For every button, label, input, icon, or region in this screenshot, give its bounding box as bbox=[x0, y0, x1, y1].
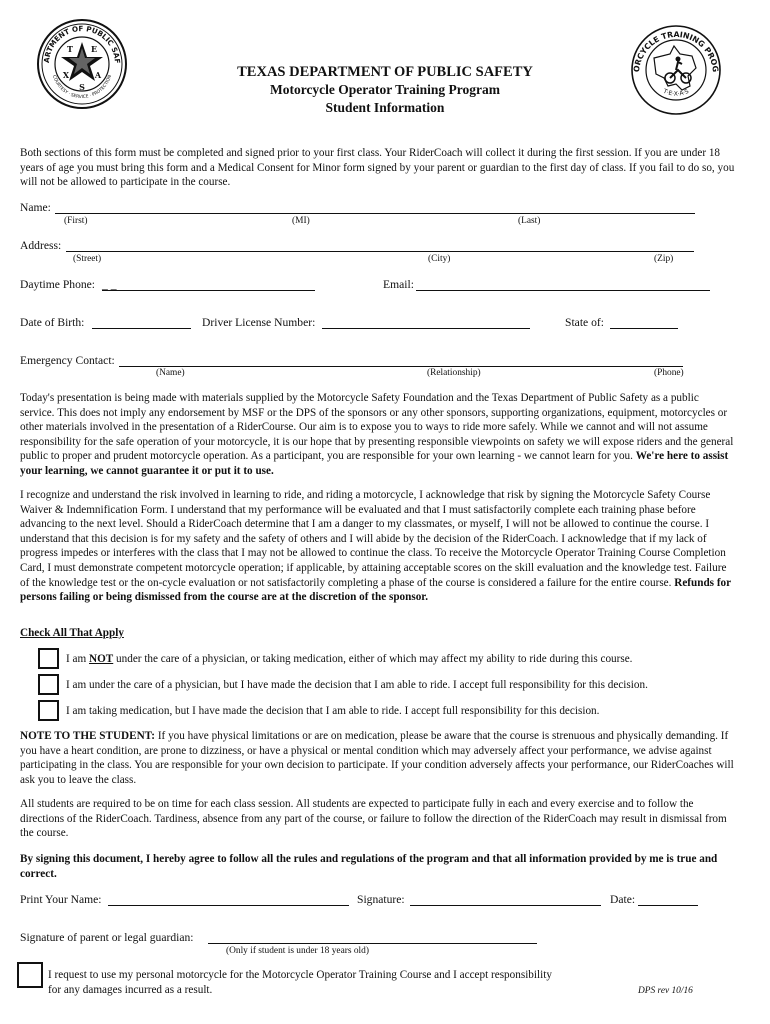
dob-field[interactable] bbox=[92, 328, 191, 329]
agency-title: TEXAS DEPARTMENT OF PUBLIC SAFETY bbox=[237, 64, 533, 80]
dob-label: Date of Birth: bbox=[20, 316, 85, 329]
emergency-contact-label: Emergency Contact: bbox=[20, 354, 115, 367]
print-name-field[interactable] bbox=[108, 905, 349, 906]
intro-paragraph: Both sections of this form must be completed and signed prior to your first class. Your RiderCoach will collect it during the first session. If you are under 18 years of age you must bring this form and a Medical Consent for Minor form signed by your parent or guardian to the first day of class. If you fail to do so, you will not be allowed to participate in the course. bbox=[20, 147, 735, 189]
risk-acknowledgement-paragraph: I recognize and understand the risk involved in learning to ride, and riding a motorcycle, I acknowledge that risk by signing the Motorcycle Safety Course Waiver & Indemnification Form. I understand that my performance will be evaluated and that I must satisfactorily complete each training phase before advancing to the next level. Should a RiderCoach determine that I am a danger to my classmates, or myself, I will not be allowed to continue the course. I understand that this decision is for my safety and the safety of others and I will abide by the decision of the RiderCoach. I acknowledge that if my lack of progress impedes or interferes with the class that I may not be allowed to continue the class. To receive the Motorcycle Operator Training Course Completion Card, I must demonstrate competent motorcycle operation; if applicable, by attaining acceptable scores on the skill evaluation and the knowledge test. Failure of the knowledge test or the on-cycle evaluation or not satisfactorily completing a phase of the course is considered a failure for the entire course. Refunds for persons failing or being dismissed from the course are at the discretion of the sponsor. bbox=[20, 489, 731, 604]
attendance-paragraph: All students are required to be on time for each class session. All students are expected to participate fully in each and every exercise and to follow the directions of the RiderCoach. Tardiness, absence from any part of the course, or failure to follow the direction of the RiderCoach may result in dismissal from the course. bbox=[20, 798, 727, 840]
program-title: Motorcycle Operator Training Program bbox=[269, 82, 501, 97]
guardian-note: (Only if student is under 18 years old) bbox=[226, 946, 369, 956]
under-care-checkbox[interactable] bbox=[38, 674, 59, 695]
svg-text:MOTORCYCLE TRAINING PROGRAM: ORCYCLE TRAINING PROG bbox=[631, 29, 721, 73]
emergency-phone-sublabel: (Phone) bbox=[654, 368, 684, 378]
svg-text:X: X bbox=[62, 70, 70, 80]
address-label: Address: bbox=[20, 239, 62, 252]
license-field[interactable] bbox=[322, 328, 530, 329]
license-label: Driver License Number: bbox=[202, 316, 316, 329]
svg-text:E: E bbox=[90, 44, 98, 54]
city-sublabel: (City) bbox=[428, 254, 451, 264]
daytime-phone-field[interactable] bbox=[102, 290, 315, 291]
agreement-paragraph: By signing this document, I hereby agree to follow all the rules and regulations of the program and that all information provided by me is true and correct. bbox=[20, 853, 718, 880]
presentation-paragraph: Today's presentation is being made with materials supplied by the Motorcycle Safety Foundation and the Texas Department of Public Safety as a public service. This does not imply any endorsement by MSF or the DPS of the sponsors or any other sponsors, supporting organizations, equipment, motorcycles or other materials involved in the presentation of a RiderCourse. Our aim is to expose you to ways to ride more safely. While we cannot and will not assume responsibility for the safe operation of your motorcycle, it is our hope that by presenting responsible viewpoints on safety we will expose riders and the general public to proper and prudent motorcycle operation. As a participant, you are responsible for your own learning - we cannot learn for you. We're here to assist your learning, we cannot guarantee it or put it to use. bbox=[20, 392, 734, 477]
state-field[interactable] bbox=[610, 328, 678, 329]
date-field[interactable] bbox=[638, 905, 698, 906]
guardian-signature-field[interactable] bbox=[208, 943, 537, 944]
svg-text:T·E·X·A·S: T·E·X·A·S bbox=[662, 87, 690, 98]
note-to-student-paragraph: NOTE TO THE STUDENT: If you have physical limitations or are on medication, please be aware that the course is strenuous and physically demanding. If you have a heart condition, are prone to dizziness, or have a physical or mental condition which may adversely affect your performance, we advise against participating in the class. You are responsible for your own decision to participate. If your condition adversely affects your performance, our RiderCoaches will ask you to leave the class. bbox=[20, 730, 734, 786]
state-label: State of: bbox=[565, 316, 604, 329]
emergency-contact-field[interactable] bbox=[119, 366, 683, 367]
name-field[interactable] bbox=[55, 213, 695, 214]
form-title: Student Information bbox=[325, 100, 445, 115]
taking-medication-text: I am taking medication, but I have made the decision that I am able to ride. I accept full responsibility for this decision. bbox=[66, 705, 600, 717]
not-under-care-checkbox[interactable] bbox=[38, 648, 59, 669]
guardian-signature-label: Signature of parent or legal guardian: bbox=[20, 931, 194, 944]
personal-motorcycle-checkbox[interactable] bbox=[17, 962, 43, 988]
not-under-care-text: I am NOT under the care of a physician, or taking medication, either of which may affect my ability to ride during this course. bbox=[66, 653, 633, 665]
under-care-text: I am under the care of a physician, but I have made the decision that I am able to ride. I accept full responsibility for this decision. bbox=[66, 679, 648, 691]
svg-text:T: T bbox=[67, 44, 73, 54]
last-sublabel: (Last) bbox=[518, 216, 541, 226]
taking-medication-checkbox[interactable] bbox=[38, 700, 59, 721]
zip-sublabel: (Zip) bbox=[654, 254, 674, 264]
print-name-label: Print Your Name: bbox=[20, 893, 102, 906]
daytime-phone-label: Daytime Phone: bbox=[20, 278, 96, 291]
address-field[interactable] bbox=[66, 251, 694, 252]
date-label: Date: bbox=[610, 893, 636, 906]
svg-text:S: S bbox=[79, 82, 85, 92]
emergency-relationship-sublabel: (Relationship) bbox=[427, 368, 481, 378]
form-revision: DPS rev 10/16 bbox=[638, 986, 693, 996]
personal-motorcycle-text-line1: I request to use my personal motorcycle for the Motorcycle Operator Training Course and I accept responsibility bbox=[48, 969, 552, 981]
svg-text:A: A bbox=[94, 70, 102, 80]
email-field[interactable] bbox=[416, 290, 710, 291]
emergency-name-sublabel: (Name) bbox=[156, 368, 185, 378]
street-sublabel: (Street) bbox=[73, 254, 102, 264]
name-label: Name: bbox=[20, 201, 51, 214]
mi-sublabel: (MI) bbox=[292, 216, 310, 226]
signature-label: Signature: bbox=[357, 893, 405, 906]
svg-text:DEPARTMENT OF PUBLIC SAFETY: ARTMENT OF PUBLIC SAF bbox=[41, 23, 123, 64]
daytime-phone-value: _ _ bbox=[102, 278, 117, 291]
check-all-heading: Check All That Apply bbox=[20, 627, 124, 639]
email-label: Email: bbox=[383, 278, 414, 291]
personal-motorcycle-text-line2: for any damages incurred as a result. bbox=[48, 984, 213, 996]
svg-text:COURTESY · SERVICE · PROTECTIO: COURTESY · SERVICE · PROTECTION bbox=[51, 74, 114, 101]
signature-field[interactable] bbox=[410, 905, 601, 906]
first-sublabel: (First) bbox=[64, 216, 88, 226]
